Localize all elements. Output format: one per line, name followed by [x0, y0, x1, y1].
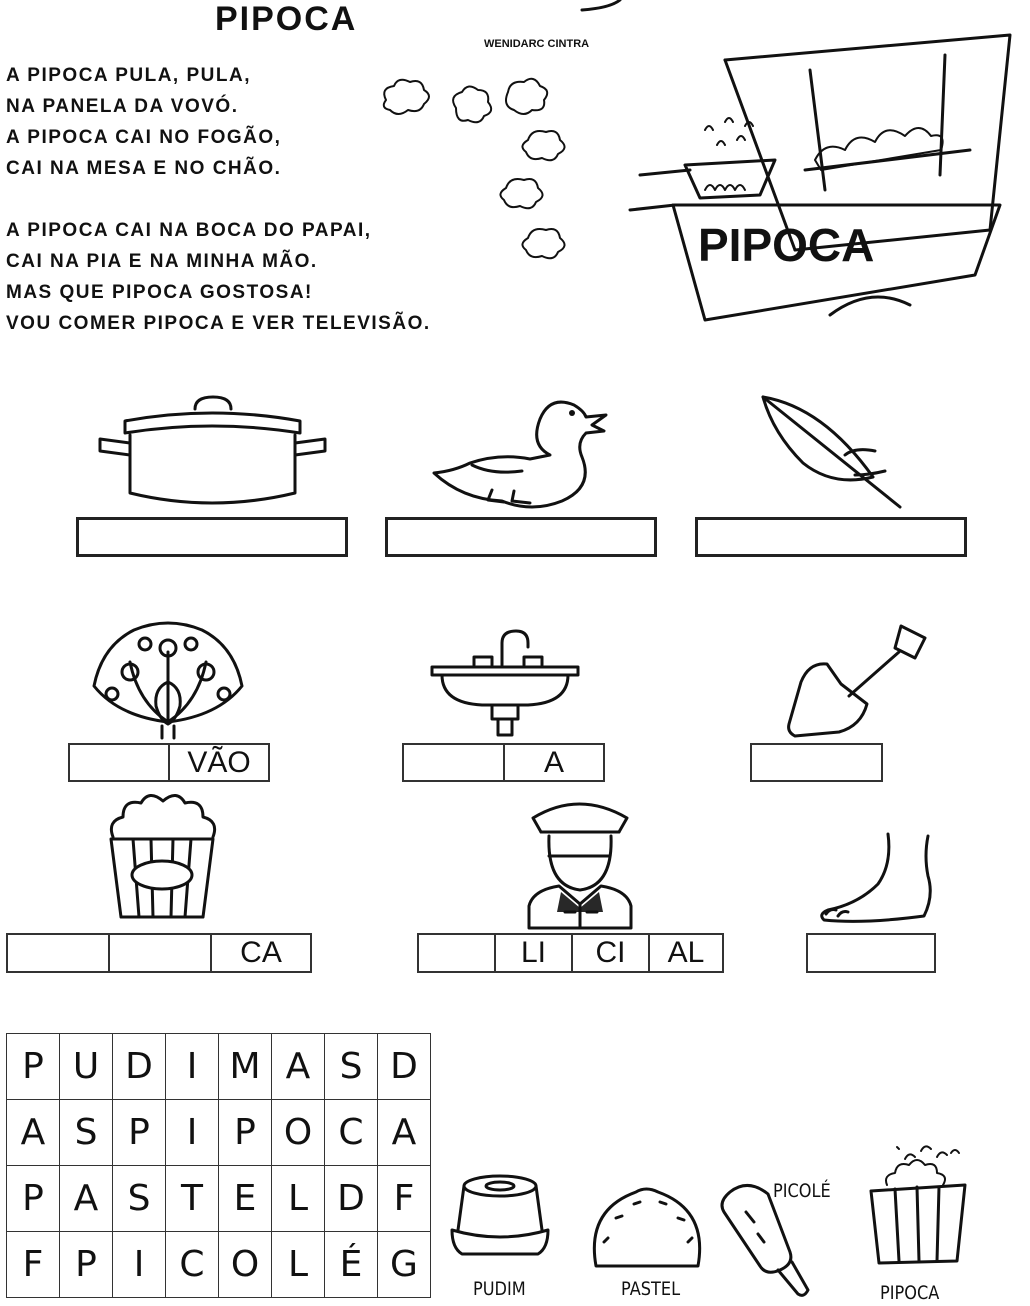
shovel-icon — [785, 622, 930, 737]
syllable-box-empty[interactable] — [417, 933, 496, 973]
syllable-box: VÃO — [168, 743, 270, 782]
grid-row — [7, 1166, 431, 1232]
grid-cell[interactable]: P — [60, 1232, 113, 1298]
grid-cell[interactable]: A — [378, 1100, 431, 1166]
grid-cell[interactable]: S — [60, 1100, 113, 1166]
grid-cell[interactable]: É — [325, 1232, 378, 1298]
syllable-box: CA — [210, 933, 312, 973]
grid-cell[interactable]: C — [325, 1100, 378, 1166]
food-label-picole: PICOLÉ — [773, 1180, 831, 1202]
grid-cell[interactable]: I — [166, 1100, 219, 1166]
popcorn-cart-icon — [625, 30, 1030, 330]
syllable-box-empty[interactable] — [6, 933, 110, 973]
poem-line: MAS QUE PIPOCA GOSTOSA! — [6, 282, 313, 303]
poem-line: A PIPOCA PULA, PULA, — [6, 65, 251, 86]
syllable-box-empty[interactable] — [68, 743, 170, 782]
word-search-grid — [6, 1033, 431, 1298]
grid-cell[interactable]: G — [378, 1232, 431, 1298]
grid-row — [7, 1034, 431, 1100]
answer-box-feather[interactable] — [695, 517, 967, 557]
sink-icon — [430, 627, 580, 742]
grid-cell[interactable]: E — [219, 1166, 272, 1232]
grid-cell[interactable]: S — [325, 1034, 378, 1100]
poem-line: CAI NA PIA E NA MINHA MÃO. — [6, 251, 318, 272]
poem-line: VOU COMER PIPOCA E VER TELEVISÃO. — [6, 313, 431, 334]
poem-line: NA PANELA DA VOVÓ. — [6, 96, 239, 117]
poem-text — [6, 60, 431, 339]
feather-quill-icon — [755, 395, 905, 510]
grid-cell[interactable]: P — [219, 1100, 272, 1166]
grid-cell[interactable]: D — [113, 1034, 166, 1100]
pudding-icon — [450, 1172, 550, 1267]
syllable-box: LI — [494, 933, 573, 973]
grid-cell[interactable]: C — [166, 1232, 219, 1298]
grid-row — [7, 1100, 431, 1166]
pastel-icon — [590, 1182, 705, 1272]
syllable-box: A — [503, 743, 605, 782]
grid-cell[interactable]: I — [113, 1232, 166, 1298]
answer-box-duck[interactable] — [385, 517, 657, 557]
grid-cell[interactable]: A — [60, 1166, 113, 1232]
syllable-box-empty[interactable] — [108, 933, 212, 973]
grid-cell[interactable]: L — [272, 1166, 325, 1232]
grid-cell[interactable]: U — [60, 1034, 113, 1100]
peacock-icon — [90, 622, 245, 740]
syllable-box-empty[interactable] — [806, 933, 936, 973]
popcorn-bag-icon — [865, 1145, 970, 1270]
poem-author: WENIDARC CINTRA — [484, 38, 590, 50]
grid-cell[interactable]: P — [113, 1100, 166, 1166]
grid-cell[interactable]: P — [7, 1034, 60, 1100]
grid-cell[interactable]: L — [272, 1232, 325, 1298]
cart-label: PIPOCA — [698, 219, 875, 271]
food-label-pudim: PUDIM — [473, 1278, 526, 1300]
answer-box-pot[interactable] — [76, 517, 348, 557]
police-officer-icon — [523, 800, 638, 930]
grid-cell[interactable]: T — [166, 1166, 219, 1232]
poem-line: CAI NA MESA E NO CHÃO. — [6, 158, 282, 179]
foot-icon — [818, 830, 938, 930]
pot-icon — [95, 393, 330, 508]
grid-cell[interactable]: A — [272, 1034, 325, 1100]
grid-cell[interactable]: F — [7, 1232, 60, 1298]
food-label-pastel: PASTEL — [621, 1278, 681, 1300]
decorative-curve-icon — [580, 0, 640, 20]
syllable-box: AL — [648, 933, 724, 973]
poem-line: A PIPOCA CAI NO FOGÃO, — [6, 127, 282, 148]
duck-icon — [432, 395, 612, 510]
syllable-box-empty[interactable] — [750, 743, 883, 782]
popcorn-kernels-icon — [378, 78, 598, 268]
grid-cell[interactable]: O — [272, 1100, 325, 1166]
syllable-box: CI — [571, 933, 650, 973]
syllable-box-empty[interactable] — [402, 743, 505, 782]
grid-cell[interactable]: D — [378, 1034, 431, 1100]
grid-cell[interactable]: O — [219, 1232, 272, 1298]
grid-cell[interactable]: M — [219, 1034, 272, 1100]
poem-title: PIPOCA — [215, 0, 358, 38]
grid-row — [7, 1232, 431, 1298]
grid-cell[interactable]: S — [113, 1166, 166, 1232]
grid-cell[interactable]: A — [7, 1100, 60, 1166]
grid-cell[interactable]: P — [7, 1166, 60, 1232]
grid-cell[interactable]: D — [325, 1166, 378, 1232]
popcorn-bucket-icon — [107, 797, 217, 922]
poem-line: A PIPOCA CAI NA BOCA DO PAPAI, — [6, 220, 372, 241]
food-label-pipoca: PIPOCA — [880, 1282, 940, 1304]
grid-cell[interactable]: I — [166, 1034, 219, 1100]
grid-cell[interactable]: F — [378, 1166, 431, 1232]
